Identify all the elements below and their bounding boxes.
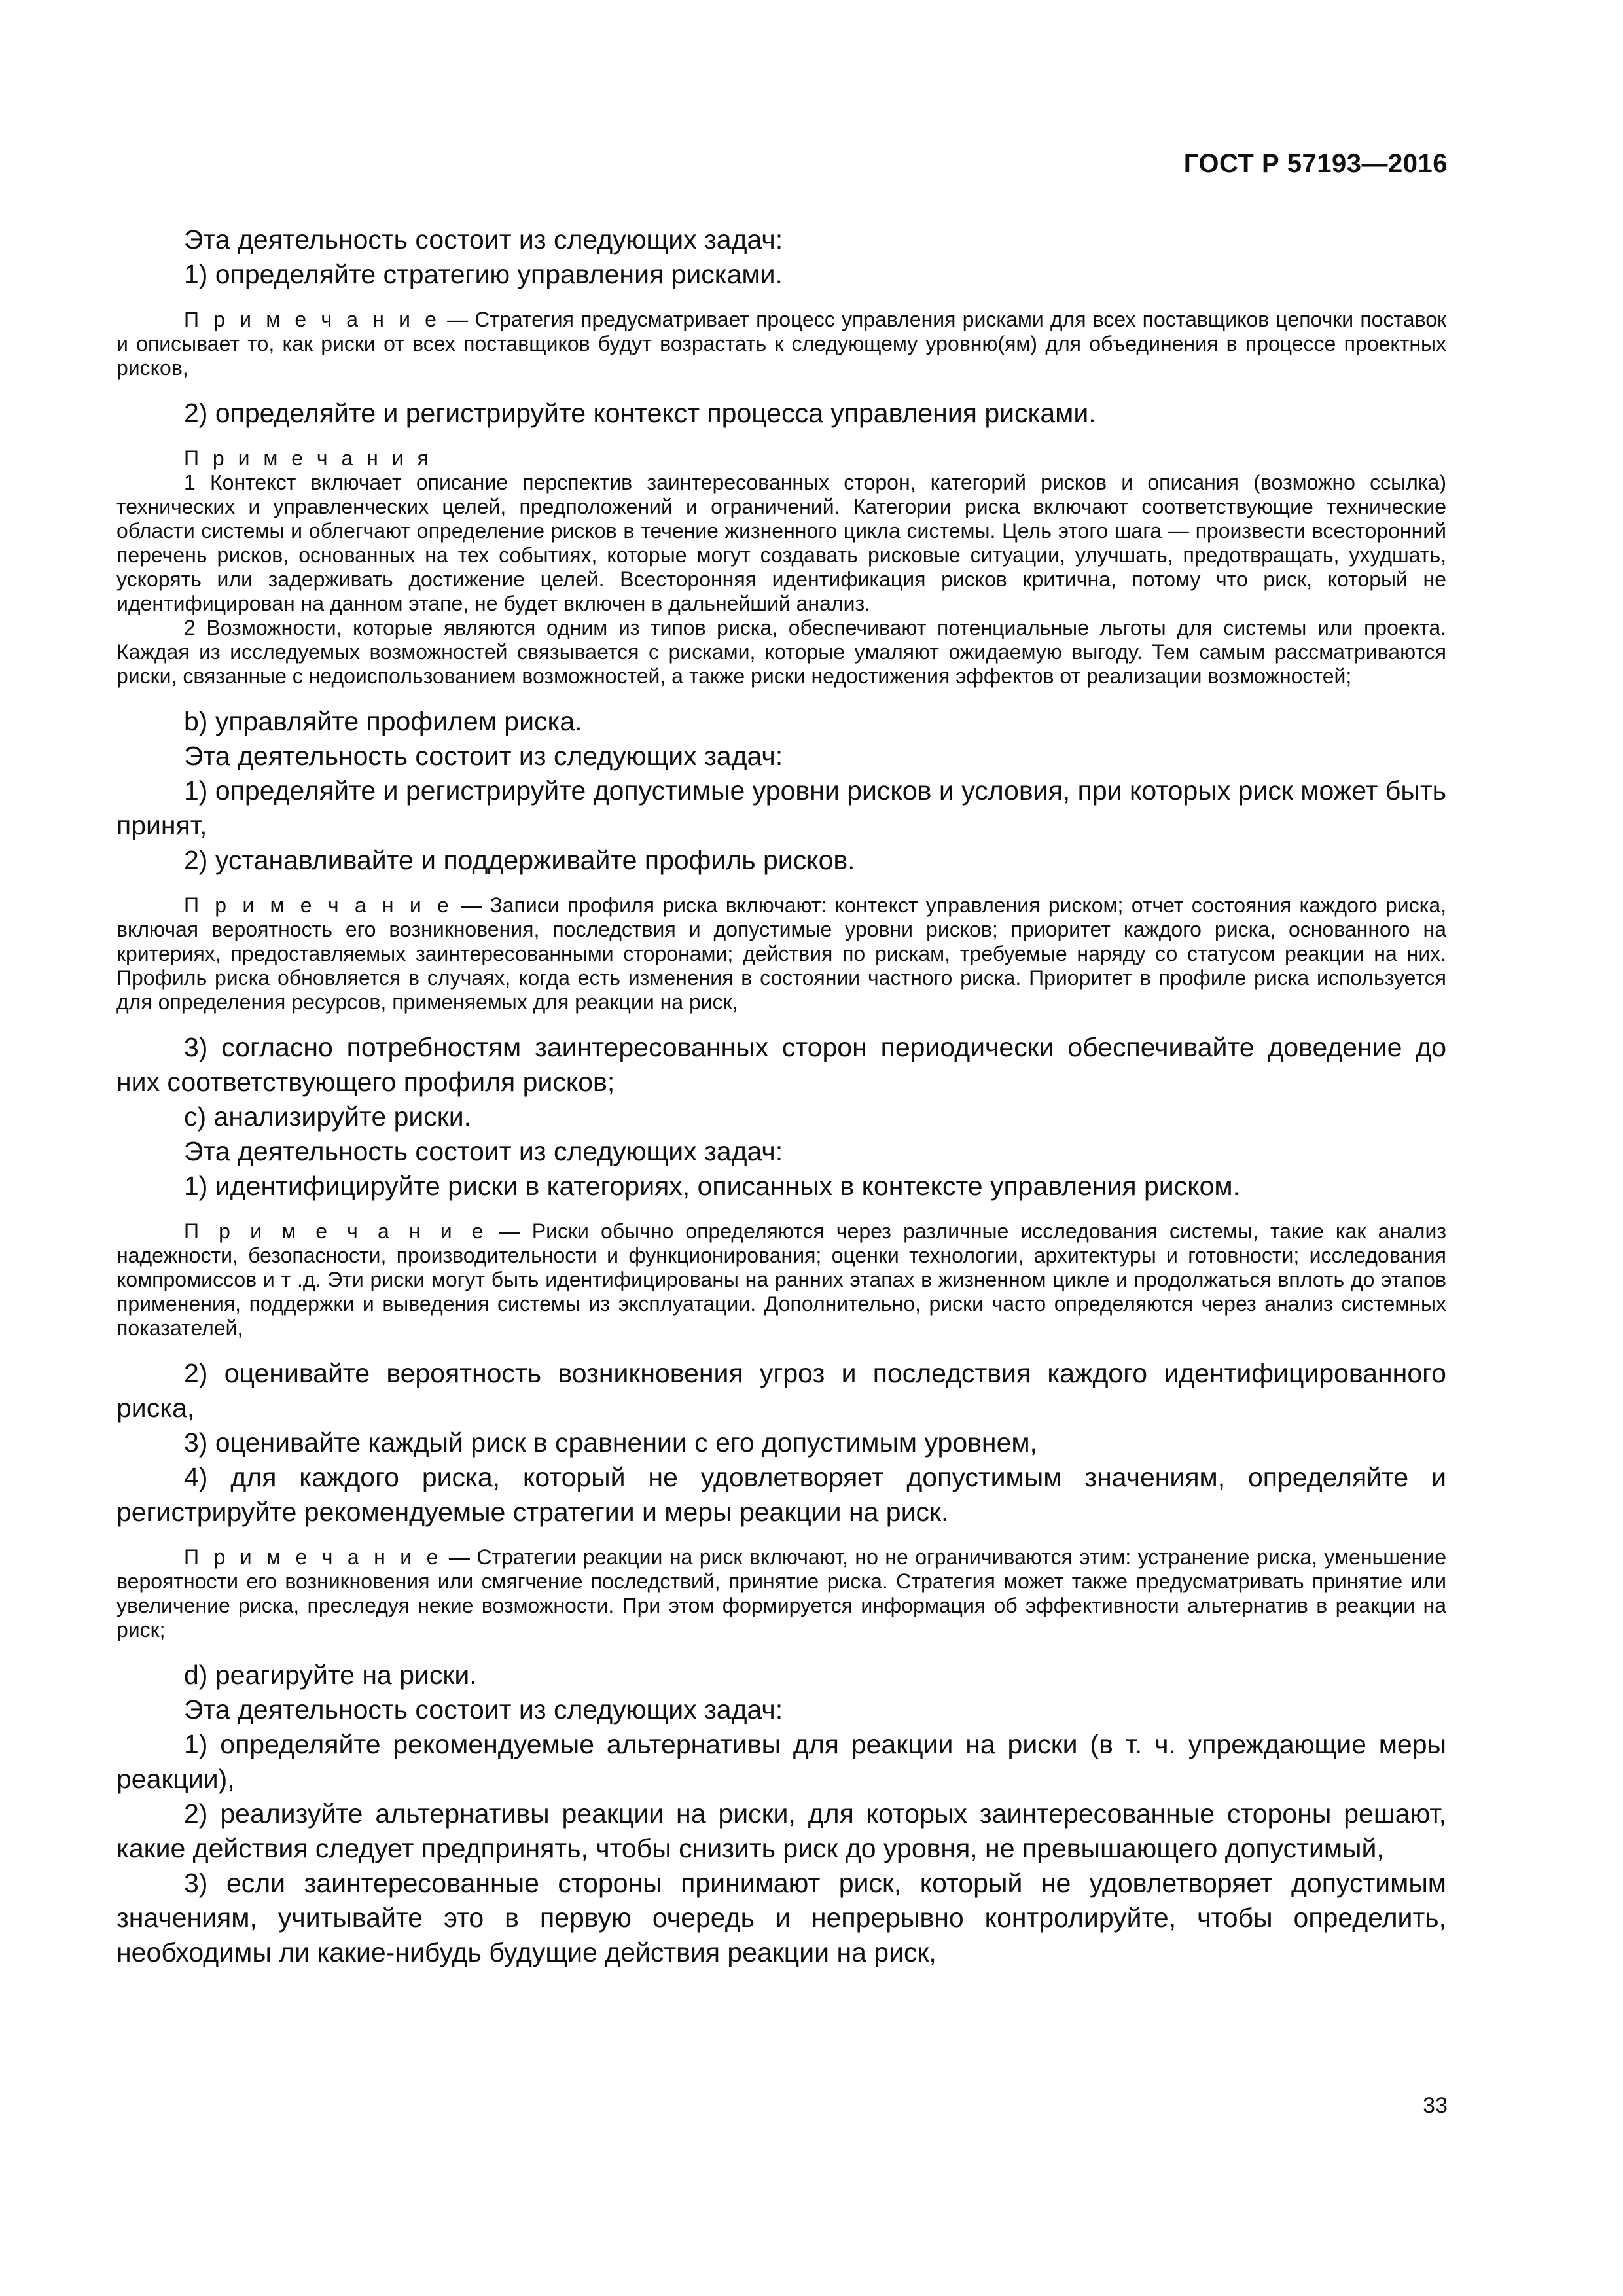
note	[116, 1219, 1446, 1340]
note-label: П р и м е ч а н и е	[184, 1545, 442, 1569]
paragraph: 1) определяйте стратегию управления рисками.	[184, 259, 783, 289]
note-label: П р и м е ч а н и е	[184, 1219, 488, 1243]
note-label: П р и м е ч а н и е	[184, 893, 453, 917]
paragraph: 2) устанавливайте и поддерживайте профиль рисков.	[184, 845, 855, 875]
paragraph: 2) определяйте и регистрируйте контекст процесса управления рисками.	[184, 398, 1096, 428]
note-text: 1 Контекст включает описание перспектив заинтересованных сторон, категорий рисков и описания (возможно ссылка) технических и управленческих целей, предположений и ограничений. Категории риска включают соответствующие технические области системы и облегчают определение рисков в течение жизненного цикла системы. Цель этого шага — произвести всесторонний перечень рисков, основанных на тех событиях, которые могут создавать рисковые ситуации, улучшать, предотвращать, ухудшать, ускорять или задерживать достижение целей. Всесторонняя идентификация рисков критична, потому что риск, который не идентифицирован на данном этапе, не будет включен в дальнейший анализ.	[116, 471, 1446, 615]
note-text: — Записи профиля риска включают: контекст управления риском; отчет состояния каждого риска, включая вероятность его возникновения, последствия и допустимые уровни рисков; приоритет каждого риска, основанного на критериях, предоставляемых заинтересованными сторонами; действия по рискам, требуемые наряду со статусом реакции на них. Профиль риска обновляется в случаях, когда есть изменения в состоянии частного риска. Приоритет в профиле риска используется для определения ресурсов, применяемых для реакции на риск,	[116, 893, 1447, 1014]
note-text: 2 Возможности, которые являются одним из типов риска, обеспечивают потенциальные льготы для системы или проекта. Каждая из исследуемых возможностей связывается с рисками, которые умаляют ожидаемую выгоду. Тем самым рассматриваются риски, связанные с недоиспользованием возможностей, а также риски недостижения эффектов от реализации возможностей;	[116, 616, 1446, 688]
paragraph: 1) определяйте рекомендуемые альтернативы для реакции на риски (в т. ч. упреждающие меры реакции),	[116, 1729, 1446, 1794]
paragraph: 4) для каждого риска, который не удовлетворяет допустимым значениям, определяйте и регистрируйте рекомендуемые стратегии и меры реакции на риск.	[116, 1462, 1446, 1527]
page-content	[116, 223, 1446, 1970]
note-text: — Стратегии реакции на риск включают, но не ограничиваются этим: устранение риска, уменьшение вероятности его возникновения или смягчение последствий, принятие риска. Стратегия может также предусматривать принятие или увеличение риска, преследуя некие возможности. При этом формируется информация об эффективности альтернатив в реакции на риск;	[116, 1545, 1447, 1641]
paragraph: 2) оценивайте вероятность возникновения угроз и последствия каждого идентифицированного риска,	[116, 1358, 1446, 1423]
paragraph: Эта деятельность состоит из следующих задач:	[184, 224, 783, 255]
note	[116, 1545, 1446, 1642]
paragraph: 3) оценивайте каждый риск в сравнении с его допустимым уровнем,	[184, 1427, 1037, 1458]
notes-title: П р и м е ч а н и я	[184, 446, 433, 470]
paragraph: Эта деятельность состоит из следующих задач:	[184, 741, 783, 771]
page-number: 33	[1423, 2093, 1448, 2118]
paragraph: d) реагируйте на риски.	[184, 1660, 477, 1690]
paragraph: 1) идентифицируйте риски в категориях, описанных в контексте управления риском.	[184, 1171, 1240, 1201]
paragraph: c) анализируйте риски.	[184, 1102, 472, 1132]
notes-group	[116, 446, 1446, 689]
paragraph: Эта деятельность состоит из следующих задач:	[184, 1136, 783, 1166]
document-header: ГОСТ Р 57193—2016	[1183, 149, 1448, 178]
paragraph: b) управляйте профилем риска.	[184, 706, 582, 736]
paragraph: 1) определяйте и регистрируйте допустимые уровни рисков и условия, при которых риск может быть принят,	[116, 776, 1446, 840]
paragraph: 2) реализуйте альтернативы реакции на риски, для которых заинтересованные стороны решают, какие действия следует предпринять, чтобы снизить риск до уровня, не превышающего допустимый,	[116, 1799, 1446, 1863]
note-text: — Стратегия предусматривает процесс управления рисками для всех поставщиков цепочки поставок и описывает то, как риски от всех поставщиков будут возрастать к следующему уровню(ям) для объединения в процессе проектных рисков,	[116, 308, 1447, 380]
note	[116, 893, 1446, 1014]
paragraph: 3) согласно потребностям заинтересованных сторон периодически обеспечивайте доведение до них соответствующего профиля рисков;	[116, 1032, 1446, 1097]
paragraph: 3) если заинтересованные стороны принимают риск, который не удовлетворяет допустимым значениям, учитывайте это в первую очередь и непрерывно контролируйте, чтобы определить, необходимы ли какие-нибудь будущие действия реакции на риск,	[116, 1868, 1446, 1967]
note-label: П р и м е ч а н и е	[184, 308, 440, 331]
note	[116, 308, 1446, 380]
note-text: — Риски обычно определяются через различные исследования системы, такие как анализ надежности, безопасности, производительности и функционирования; оценки технологии, архитектуры и готовности; исследования компромиссов и т .д. Эти риски могут быть идентифицированы на ранних этапах в жизненном цикле и продолжаться вплоть до этапов применения, поддержки и выведения системы из эксплуатации. Дополнительно, риски часто определяются через анализ системных показателей,	[116, 1219, 1447, 1340]
paragraph: Эта деятельность состоит из следующих задач:	[184, 1695, 783, 1725]
